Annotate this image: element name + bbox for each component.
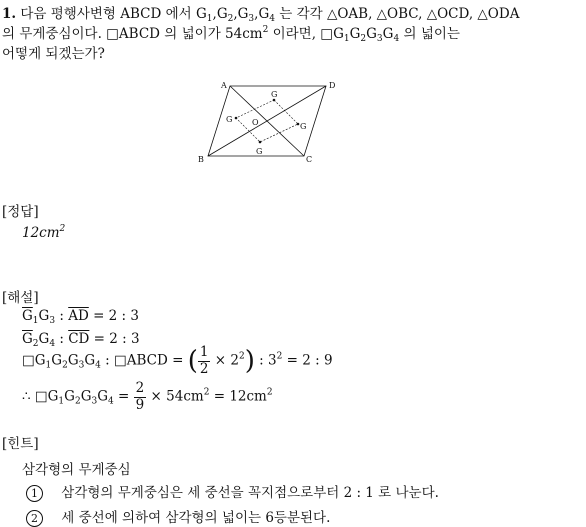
solution-heading: [해설] (2, 290, 39, 306)
label-b: B (198, 155, 204, 164)
label-a: A (221, 81, 227, 90)
problem-line-1: 1. 다음 평행사변형 ABCD 에서 $G_1,G_2,G_3,G_4$ 는 각각 △OAB, △OBC, △OCD, △ODA (2, 6, 520, 24)
hint-item-1: 1 삼각형의 무게중심은 세 중선을 꼭지점으로부터 2 : 1 로 나눈다. (26, 481, 439, 502)
label-g-left: G (226, 115, 233, 124)
circled-number-1: 1 (26, 485, 43, 502)
hint-item-2: 2 세 중선에 의하여 삼각형의 넓이는 6등분된다. (26, 506, 330, 527)
solution-line-2: $\overline{G}_2G_4$ : $\overline{CD} = 2$ : 3 (22, 331, 140, 349)
hint-topic: 삼각형의 무게중심 (22, 462, 131, 478)
label-g-right: G (300, 122, 307, 131)
answer-value: $12cm^2$ (22, 224, 66, 241)
label-d: D (329, 81, 336, 90)
circled-number-2: 2 (26, 510, 43, 527)
solution-line-1: $\overline{G}_1G_3$ : $\overline{AD} = 2$ : 3 (22, 308, 139, 326)
problem-line-2: 의 무게중심이다. □ABCD 의 넓이가 $54cm^2$ 이라면, $□G_1G_2G_3G_4$ 의 넓이는 (2, 25, 460, 44)
solution-line-3: $□G_1G_2G_3G_4$ : □ABCD = ( $\frac{1}{2}$ × $2^2$) : $3^2 = 2$ : 9 (22, 344, 333, 377)
answer-heading: [정답] (2, 204, 39, 220)
hint-heading: [힌트] (2, 436, 39, 452)
label-g-bottom: G (256, 147, 263, 156)
problem-line-3: 어떻게 되겠는가? (2, 46, 105, 62)
solution-line-4: ∴ $□G_1G_2G_3G_4$ = $\frac{2}{9}$ × $54cm^2 = 12cm^2$ (22, 380, 273, 413)
parallelogram-figure (190, 78, 350, 168)
label-o: O (252, 118, 259, 127)
problem-number: 1. (2, 6, 17, 22)
label-g-top: G (271, 90, 278, 99)
label-c: C (306, 155, 313, 164)
